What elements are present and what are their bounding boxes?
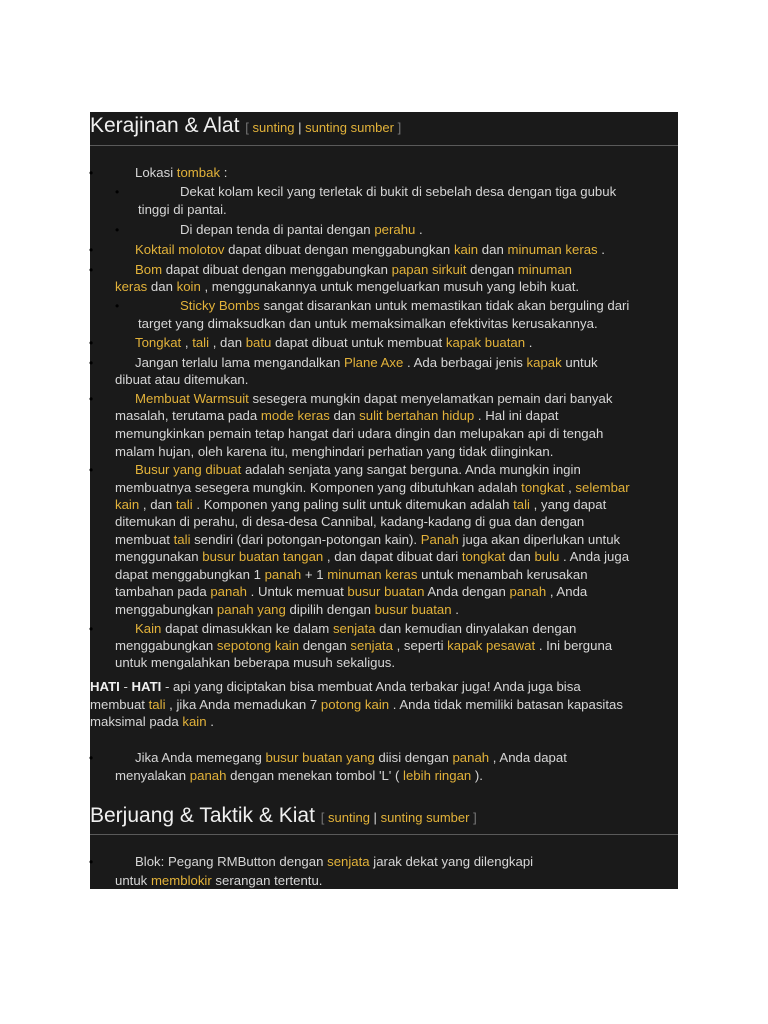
list-item — [135, 241, 605, 259]
bullet-icon: • — [89, 622, 94, 636]
text: untuk — [115, 873, 151, 888]
list-item — [135, 164, 227, 182]
section-heading — [90, 114, 401, 138]
link[interactable]: Bom — [135, 262, 163, 277]
text: dengan — [299, 638, 351, 653]
text: . Hal ini dapat — [474, 408, 559, 423]
link[interactable]: busur buatan — [374, 602, 452, 617]
link[interactable]: kain — [115, 497, 140, 512]
edit-link[interactable]: sunting — [328, 810, 370, 825]
link[interactable]: panah — [210, 584, 247, 599]
text: . — [525, 335, 533, 350]
text: membuat — [90, 697, 149, 712]
text: - — [119, 679, 132, 694]
text: Jika Anda memegang — [135, 750, 266, 765]
link[interactable]: panah yang — [216, 602, 286, 617]
text: untuk mengalahkan beberapa musuh sekaligus. — [115, 655, 396, 670]
link[interactable]: senjata — [327, 854, 370, 869]
list-item — [180, 183, 616, 201]
list-item — [135, 620, 576, 638]
text: jarak dekat yang dilengkapi — [369, 854, 534, 869]
link[interactable]: Membuat Warmsuit — [135, 391, 249, 406]
link[interactable]: panah — [264, 567, 302, 582]
text: , dan — [139, 497, 176, 512]
text: Dekat kolam kecil yang terletak di bukit di sebelah desa dengan tiga gubuk — [180, 184, 617, 199]
bullet-icon: • — [89, 463, 94, 477]
text: maksimal pada — [90, 714, 183, 729]
text: Lokasi — [135, 165, 177, 180]
link[interactable]: tombak — [176, 165, 221, 180]
list-item — [180, 297, 629, 315]
bullet-icon: • — [89, 392, 94, 406]
text: , Anda dapat — [489, 750, 567, 765]
list-item-cont — [115, 601, 459, 619]
text: , jika Anda memadukan 7 — [165, 697, 321, 712]
text: . — [415, 222, 423, 237]
link[interactable]: potong kain — [320, 697, 390, 712]
text: malam hujan, oleh karena itu, menghindari perhatian yang tidak diinginkan. — [115, 444, 554, 459]
text: , menggunakannya untuk mengeluarkan musuh yang lebih kuat. — [200, 279, 580, 294]
separator: | — [373, 810, 377, 825]
list-item-cont — [115, 278, 579, 296]
text: dapat dibuat dengan menggabungkan — [162, 262, 392, 277]
bullet-icon: • — [89, 356, 94, 370]
text: diisi dengan — [374, 750, 453, 765]
list-item-cont — [115, 872, 322, 889]
text: ditemukan di perahu, di desa-desa Cannibal, kadang-kadang di gua dan dengan — [115, 514, 585, 529]
text: dan — [147, 279, 177, 294]
link[interactable]: senjata — [332, 621, 376, 636]
text: menyalakan — [115, 768, 190, 783]
list-item-cont — [115, 566, 588, 584]
text: untuk menambah kerusakan — [417, 567, 588, 582]
edit-link[interactable]: sunting — [252, 120, 295, 135]
text: . Ini berguna — [535, 638, 613, 653]
text: . Anda juga — [559, 549, 630, 564]
link[interactable]: batu — [245, 335, 272, 350]
text: membuatnya sesegera mungkin. Komponen yang dibutuhkan adalah — [115, 480, 522, 495]
list-item-cont — [115, 654, 395, 672]
text: masalah, terutama pada — [115, 408, 261, 423]
text: + 1 — [301, 567, 328, 582]
bracket-open: [ — [320, 810, 325, 825]
text: menggabungkan — [115, 602, 217, 617]
link[interactable]: Busur yang dibuat — [135, 462, 242, 477]
text: Jangan terlalu lama mengandalkan — [135, 355, 344, 370]
link[interactable]: tali — [513, 497, 530, 512]
link[interactable]: keras — [115, 279, 148, 294]
link[interactable]: lebih ringan — [403, 768, 472, 783]
link[interactable]: memblokir — [150, 873, 212, 888]
list-item — [135, 461, 581, 479]
bullet-icon: • — [89, 243, 94, 257]
text: dipilih dengan — [285, 602, 375, 617]
edit-source-link[interactable]: sunting sumber — [380, 810, 470, 825]
list-item — [135, 390, 612, 408]
text: juga akan diperlukan untuk — [458, 532, 621, 547]
text: . — [451, 602, 459, 617]
link[interactable]: tali — [192, 335, 210, 350]
list-item-cont — [138, 315, 598, 333]
text: . Untuk memuat — [247, 584, 348, 599]
link[interactable]: selembar — [575, 480, 630, 495]
warning-paragraph-cont — [90, 713, 214, 731]
link[interactable]: sulit bertahan hidup — [359, 408, 475, 423]
heading-rule — [90, 145, 678, 146]
text: dan — [505, 549, 535, 564]
list-item-cont — [115, 548, 629, 566]
link[interactable]: senjata — [350, 638, 393, 653]
text: sesegera mungkin dapat menyelamatkan pemain dari banyak — [248, 391, 613, 406]
bullet-icon: • — [89, 855, 94, 869]
bracket-open: [ — [245, 120, 249, 135]
list-item-cont — [115, 425, 603, 443]
text: dengan — [466, 262, 518, 277]
link[interactable]: kapak pesawat — [447, 638, 536, 653]
link[interactable]: busur buatan yang — [265, 750, 375, 765]
link[interactable]: sepotong kain — [216, 638, 300, 653]
text: . Anda tidak memiliki batasan kapasitas — [389, 697, 623, 712]
text: sendiri (dari potongan-potongan kain). — [190, 532, 421, 547]
link[interactable]: papan sirkuit — [391, 262, 467, 277]
text: tambahan pada — [115, 584, 211, 599]
link[interactable]: tongkat — [461, 549, 506, 564]
list-item — [135, 853, 533, 871]
bullet-icon: • — [115, 299, 120, 313]
text: , Anda — [546, 584, 588, 599]
link[interactable]: tali — [173, 532, 191, 547]
link[interactable]: kapak buatan — [445, 335, 526, 350]
text: , seperti — [392, 638, 448, 653]
text: , — [564, 480, 576, 495]
bullet-icon: • — [89, 751, 94, 765]
text: dapat menggabungkan 1 — [115, 567, 265, 582]
text: dan — [478, 242, 508, 257]
text: dibuat atau ditemukan. — [115, 372, 249, 387]
text: - api yang diciptakan bisa membuat Anda terbakar juga! Anda juga bisa — [161, 679, 581, 694]
link[interactable]: Plane Axe — [343, 355, 404, 370]
link[interactable]: koin — [176, 279, 201, 294]
text: untuk — [561, 355, 598, 370]
bullet-icon: • — [89, 336, 94, 350]
text: . — [597, 242, 605, 257]
warning-label: HATI — [131, 679, 162, 694]
link[interactable]: Tongkat — [135, 335, 182, 350]
link[interactable]: minuman — [517, 262, 573, 277]
list-item-cont — [115, 371, 248, 389]
bullet-icon: • — [89, 166, 94, 180]
text: target yang dimaksudkan dan untuk memaksimalkan efektivitas kerusakannya. — [138, 316, 598, 331]
bracket-close: ] — [397, 120, 402, 135]
text: membuat — [115, 532, 174, 547]
text: Di depan tenda di pantai dengan — [180, 222, 375, 237]
list-item-cont — [115, 407, 559, 425]
list-item — [135, 334, 532, 352]
list-item — [135, 261, 572, 279]
link[interactable]: busur buatan tangan — [202, 549, 324, 564]
text: serangan tertentu. — [211, 873, 323, 888]
text: menggabungkan — [115, 638, 217, 653]
bracket-close: ] — [473, 810, 477, 825]
link[interactable]: Kain — [135, 621, 162, 636]
link[interactable]: kain — [453, 242, 479, 257]
list-item — [135, 749, 567, 767]
text: dapat dibuat untuk membuat — [271, 335, 446, 350]
list-item-cont — [115, 583, 587, 601]
text: , yang dapat — [529, 497, 607, 512]
text: dan — [329, 408, 360, 423]
edit-source-link[interactable]: sunting sumber — [305, 120, 394, 135]
list-item-cont — [115, 496, 606, 514]
text: memungkinkan pemain tetap hangat dari udara dingin dan melupakan api di tengah — [115, 426, 604, 441]
list-item-cont — [115, 531, 620, 549]
separator: | — [298, 120, 302, 135]
link[interactable]: kapak — [526, 355, 562, 370]
link[interactable]: panah — [189, 768, 227, 783]
text: sangat disarankan untuk memastikan tidak akan berguling dari — [259, 298, 630, 313]
text: : — [220, 165, 228, 180]
link[interactable]: busur buatan — [347, 584, 425, 599]
link[interactable]: Sticky Bombs — [180, 298, 260, 313]
bullet-icon: • — [115, 185, 120, 199]
link[interactable]: Panah — [420, 532, 459, 547]
link[interactable]: minuman keras — [327, 567, 418, 582]
text: dapat dibuat dengan menggabungkan — [224, 242, 454, 257]
section-title: Kerajinan & Alat — [90, 114, 240, 137]
text: menggunakan — [115, 549, 203, 564]
link[interactable]: perahu — [374, 222, 416, 237]
text: dapat dimasukkan ke dalam — [161, 621, 333, 636]
link[interactable]: mode keras — [260, 408, 330, 423]
text: ). — [471, 768, 483, 783]
link[interactable]: tali — [175, 497, 193, 512]
link[interactable]: minuman keras — [507, 242, 598, 257]
link[interactable]: Koktail molotov — [135, 242, 225, 257]
list-item-cont — [115, 479, 630, 497]
link[interactable]: kain — [182, 714, 207, 729]
text: , — [181, 335, 193, 350]
text: . — [206, 714, 214, 729]
link[interactable]: tali — [148, 697, 166, 712]
text: tinggi di pantai. — [138, 202, 227, 217]
bullet-icon: • — [89, 263, 94, 277]
warning-paragraph-cont — [90, 696, 623, 714]
text: Blok: Pegang RMButton dengan — [135, 854, 328, 869]
article-panel — [90, 112, 678, 889]
warning-paragraph — [90, 678, 581, 696]
link[interactable]: tongkat — [521, 480, 565, 495]
text: dengan menekan tombol 'L' ( — [226, 768, 404, 783]
link[interactable]: panah — [509, 584, 547, 599]
text: dan kemudian dinyalakan dengan — [375, 621, 577, 636]
text: Anda dengan — [424, 584, 510, 599]
link[interactable]: bulu — [534, 549, 560, 564]
section-title: Berjuang & Taktik & Kiat — [90, 804, 315, 827]
section-heading — [90, 804, 477, 828]
list-item-cont — [138, 201, 227, 219]
list-item — [180, 221, 423, 239]
text: , dan dapat dibuat dari — [323, 549, 462, 564]
warning-label: HATI — [90, 679, 120, 694]
heading-rule — [90, 834, 678, 835]
link[interactable]: panah — [452, 750, 490, 765]
text: adalah senjata yang sangat berguna. Anda mungkin ingin — [241, 462, 581, 477]
bullet-icon: • — [115, 223, 120, 237]
list-item-cont — [115, 637, 612, 655]
text: . Ada berbagai jenis — [403, 355, 527, 370]
list-item-cont — [115, 767, 483, 785]
text: , dan — [209, 335, 246, 350]
list-item-cont — [115, 513, 584, 531]
text: . Komponen yang paling sulit untuk ditemukan adalah — [192, 497, 514, 512]
list-item-cont — [115, 443, 553, 461]
list-item — [135, 354, 598, 372]
